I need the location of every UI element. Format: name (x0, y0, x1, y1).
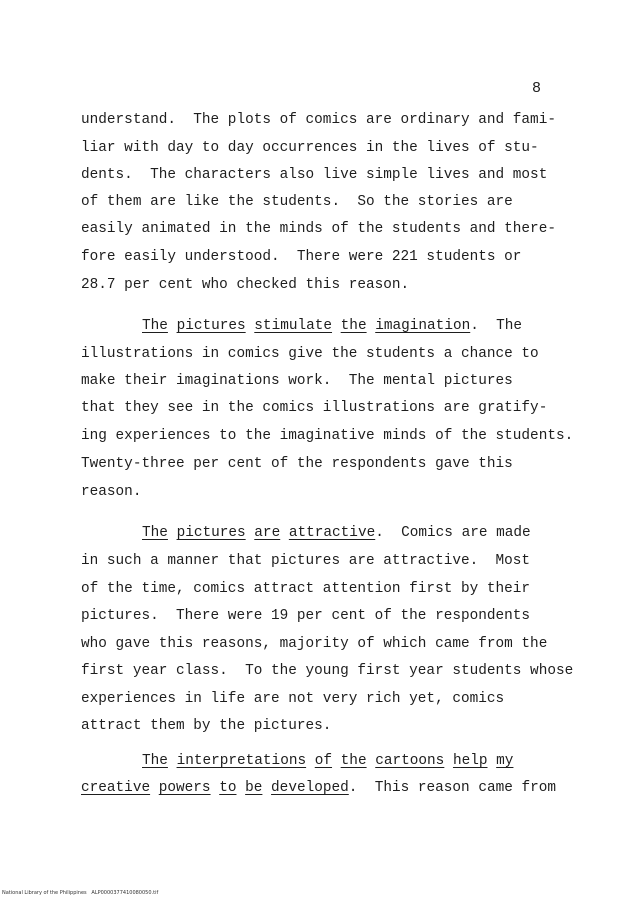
heading-word: developed (271, 780, 349, 796)
page-number: 8 (532, 80, 542, 97)
paragraph4-heading-line-1 (142, 752, 513, 770)
paragraph2-line-2: make their imaginations work. The mental pictures (81, 373, 513, 389)
heading-word: pictures (176, 318, 246, 334)
paragraph3-line-4: who gave this reasons, majority of which came from the (81, 636, 548, 652)
heading-word: pictures (176, 525, 246, 541)
heading-word: creative (81, 780, 151, 796)
heading-word: powers (158, 780, 211, 796)
heading-word: imagination (375, 318, 471, 334)
paragraph3-line-7: attract them by the pictures. (81, 718, 332, 734)
paragraph3-line-6: experiences in life are not very rich yet, comics (81, 691, 505, 707)
paragraph3-line-2: of the time, comics attract attention first by their (81, 581, 531, 597)
paragraph1-line-1: understand. The plots of comics are ordinary and fami- (81, 112, 556, 128)
paragraph3-line-5: first year class. To the young first year students whose (81, 663, 574, 679)
heading-word: interpretations (176, 753, 307, 769)
paragraph2-line-6: reason. (81, 484, 142, 500)
paragraph1-line-3: dents. The characters also live simple lives and most (81, 167, 548, 183)
heading-word: my (496, 753, 514, 769)
paragraph4-heading-line-2 (81, 779, 556, 797)
heading-word: The (142, 753, 168, 769)
paragraph1-line-5: easily animated in the minds of the students and there- (81, 221, 556, 237)
paragraph1-line-4: of them are like the students. So the stories are (81, 194, 513, 210)
heading-word: of (314, 753, 333, 769)
paragraph3-heading-line (142, 524, 531, 542)
heading-word: are (254, 525, 281, 541)
paragraph2-line-1: illustrations in comics give the students a chance to (81, 346, 539, 362)
paragraph1-line-7: 28.7 per cent who checked this reason. (81, 277, 410, 293)
heading-word: attractive (288, 525, 376, 541)
heading-word: the (340, 318, 367, 334)
heading-word: to (219, 780, 237, 796)
heading-word: The (142, 525, 168, 541)
paragraph2-heading-line (142, 317, 522, 335)
heading-word: stimulate (254, 318, 333, 334)
paragraph2-line-5: Twenty-three per cent of the respondents gave this (81, 456, 513, 472)
heading-line-rest: . This reason came from (348, 780, 557, 796)
heading-word: help (452, 753, 488, 769)
footer-caption: National Library of the Philippines ALP0000377410080050.tif (2, 890, 159, 896)
paragraph3-line-3: pictures. There were 19 per cent of the respondents (81, 608, 531, 624)
heading-word: cartoons (375, 753, 445, 769)
paragraph2-line-4: ing experiences to the imaginative minds of the students. (81, 428, 574, 444)
paragraph1-line-6: fore easily understood. There were 221 students or (81, 249, 522, 265)
paragraph3-line-1: in such a manner that pictures are attractive. Most (81, 553, 531, 569)
paragraph1-line-2: liar with day to day occurrences in the lives of stu- (81, 140, 539, 156)
heading-word: the (340, 753, 367, 769)
heading-line-rest: . Comics are made (375, 525, 531, 541)
heading-word: be (245, 780, 263, 796)
heading-word: The (142, 318, 168, 334)
heading-line-rest: . The (470, 318, 523, 334)
paragraph2-line-3: that they see in the comics illustrations are gratify- (81, 400, 548, 416)
